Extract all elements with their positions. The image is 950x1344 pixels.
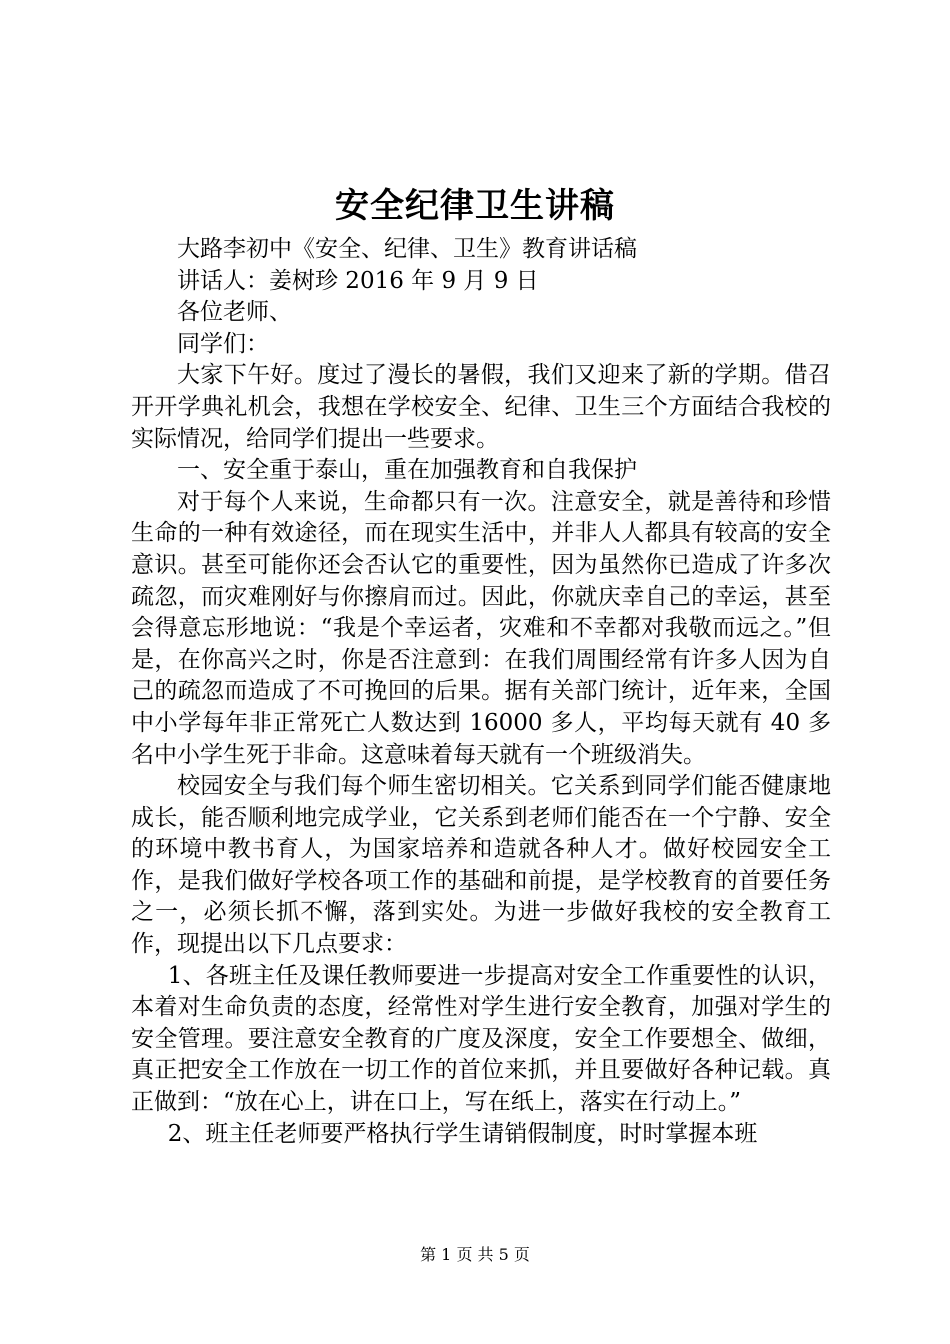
document-body: [131, 234, 831, 1150]
paragraph-greeting-teachers: 各位老师、: [177, 299, 292, 326]
paragraph-body: 对于每个人来说，生命都只有一次。注意安全，就是善待和珍惜生命的一种有效途径，而在现实生活中，并非人人都具有较高的安全意识。甚至可能你还会否认它的重要性，因为虽然你已造成了许多次疏忽，而灾难刚好与你擦肩而过。因此，你就庆幸自己的幸运，甚至会得意忘形地说：“我是个幸运者，灾难和不幸都对我敬而远之。”但是，在你高兴之时，你是否注意到：在我们周围经常有许多人因为自己的疏忽而造成了不可挽回的后果。据有关部门统计，近年来，全国中小学每年非正常死亡人数达到 16000 多人，平均每天就有 40 多名中小学生死于非命。这意味着每天就有一个班级消失。: [131, 488, 831, 768]
paragraph-body: 校园安全与我们每个师生密切相关。它关系到同学们能否健康地成长，能否顺利地完成学业，它关系到老师们能否在一个宁静、安全的环境中教书育人，为国家培养和造就各种人才。做好校园安全工作，是我们做好学校各项工作的基础和前提，是学校教育的首要任务之一，必须长抓不懈，落到实处。为进一步做好我校的安全教育工作，现提出以下几点要求：: [131, 773, 831, 958]
page-footer: 第 1 页 共 5 页: [420, 1245, 530, 1264]
paragraph-speaker: 讲话人：姜树珍 2016 年 9 月 9 日: [177, 267, 539, 294]
paragraph-list-item: 2、班主任老师要严格执行学生请销假制度，时时掌握本班: [167, 1120, 758, 1147]
paragraph-intro: 大家下午好。度过了漫长的暑假，我们又迎来了新的学期。借召开开学典礼机会，我想在学校安全、纪律、卫生三个方面结合我校的实际情况，给同学们提出一些要求。: [131, 362, 831, 452]
paragraph-subtitle: 大路李初中《安全、纪律、卫生》教育讲话稿: [177, 236, 637, 262]
paragraph-greeting-students: 同学们：: [177, 330, 269, 357]
paragraph-section-heading: 一、安全重于泰山，重在加强教育和自我保护: [177, 457, 637, 484]
paragraph-list-item: 1、各班主任及课任教师要进一步提高对安全工作重要性的认识，本着对生命负责的态度，经常性对学生进行安全教育，加强对学生的安全管理。要注意安全教育的广度及深度，安全工作要想全、做细，真正把安全工作放在一切工作的首位来抓，并且要做好各种记载。真正做到：“放在心上，讲在口上，写在纸上，落实在行动上。”: [131, 962, 831, 1116]
document-title: 安全纪律卫生讲稿: [335, 186, 615, 226]
